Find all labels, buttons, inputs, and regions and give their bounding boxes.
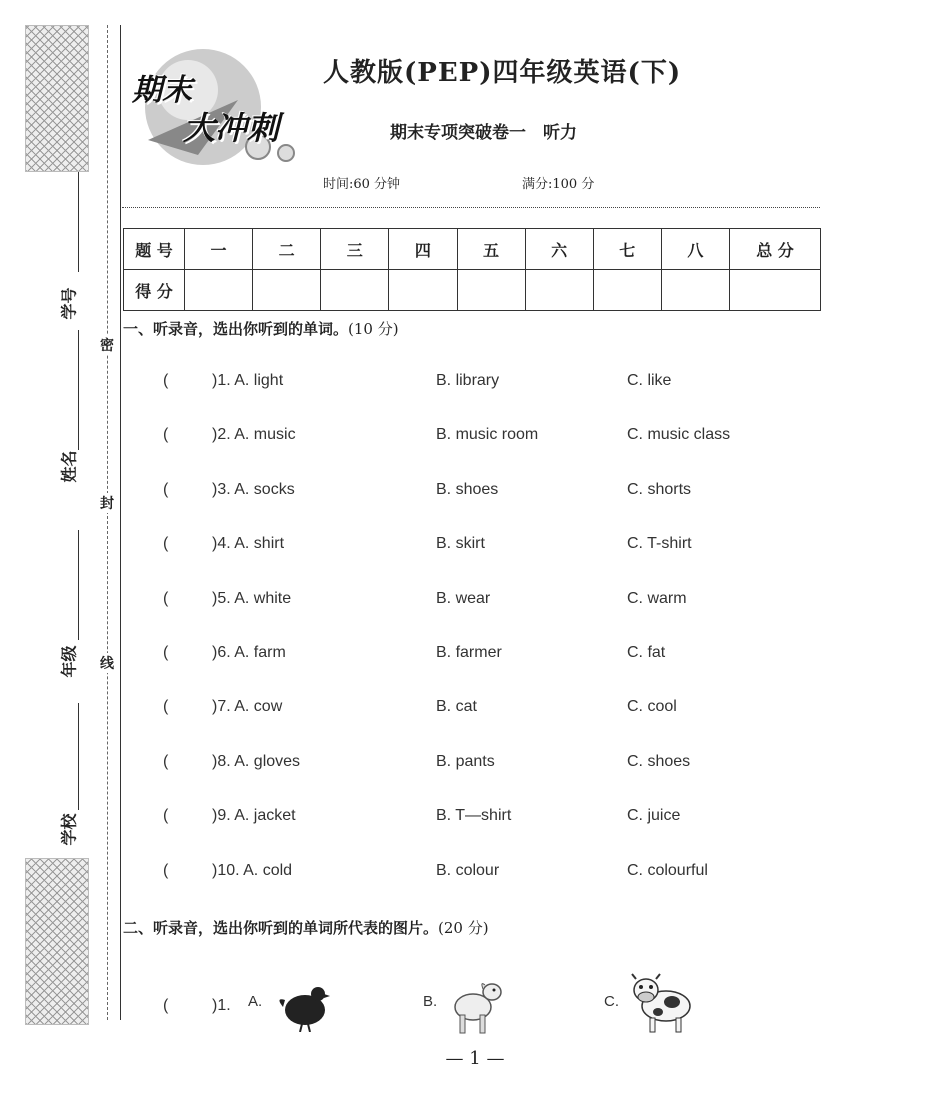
option-b: B. colour bbox=[436, 861, 500, 879]
student-id-label: 学号 bbox=[59, 287, 79, 320]
row-label-question: 题 号 bbox=[124, 229, 185, 270]
score-cell[interactable] bbox=[253, 270, 321, 311]
logo-text-line1: 期末 bbox=[132, 73, 192, 108]
option-c: C. juice bbox=[627, 807, 681, 825]
question-number-option-a: )8. A. gloves bbox=[212, 752, 301, 770]
score-cell[interactable] bbox=[593, 270, 661, 311]
score-table-score-row bbox=[124, 270, 821, 311]
option-c: C. like bbox=[627, 372, 672, 389]
question-number-option-a: )1. A. light bbox=[212, 372, 284, 389]
list-item bbox=[0, 644, 950, 666]
page-number: — 1 — bbox=[445, 1048, 505, 1069]
option-c: C. shoes bbox=[627, 752, 691, 770]
name-label: 姓名 bbox=[59, 450, 79, 483]
section1-points: (10 分) bbox=[348, 320, 399, 338]
answer-paren[interactable]: ( bbox=[163, 861, 169, 879]
answer-paren[interactable]: ( bbox=[163, 426, 169, 444]
score-cell[interactable] bbox=[457, 270, 525, 311]
hen-icon[interactable] bbox=[275, 982, 330, 1032]
option-b: B. library bbox=[436, 372, 500, 389]
section1-heading bbox=[123, 318, 399, 339]
col-5: 五 bbox=[457, 229, 525, 270]
page-subtitle: 期末专项突破卷一 听力 bbox=[390, 123, 577, 143]
cut-mark-feng: 封 bbox=[99, 493, 115, 513]
question-number-option-a: )3. A. socks bbox=[212, 480, 295, 498]
score-cell[interactable] bbox=[661, 270, 729, 311]
option-c: C. T-shirt bbox=[627, 535, 692, 553]
option-c: C. colourful bbox=[627, 861, 708, 879]
option-c: C. warm bbox=[627, 589, 687, 607]
list-item bbox=[0, 862, 950, 884]
score-cell[interactable] bbox=[185, 270, 253, 311]
option-b: B. farmer bbox=[436, 644, 502, 661]
answer-paren[interactable]: ( bbox=[163, 997, 169, 1014]
option-c: C. cool bbox=[627, 698, 677, 716]
answer-paren[interactable]: ( bbox=[163, 752, 169, 770]
col-8: 八 bbox=[661, 229, 729, 270]
col-7: 七 bbox=[593, 229, 661, 270]
option-b-label: B. bbox=[423, 993, 438, 1010]
answer-paren[interactable]: ( bbox=[163, 644, 169, 661]
answer-paren[interactable]: ( bbox=[163, 807, 169, 825]
section2-heading bbox=[123, 917, 489, 938]
lamb-icon[interactable] bbox=[448, 975, 506, 1035]
option-b: B. music room bbox=[436, 426, 539, 444]
option-b: B. cat bbox=[436, 698, 477, 716]
list-item bbox=[0, 372, 950, 394]
list-item bbox=[0, 807, 950, 829]
list-item bbox=[0, 535, 950, 557]
option-b: B. pants bbox=[436, 752, 495, 770]
grade-label: 年级 bbox=[59, 645, 79, 678]
list-item bbox=[0, 753, 950, 775]
col-1: 一 bbox=[185, 229, 253, 270]
answer-paren[interactable]: ( bbox=[163, 480, 169, 498]
col-6: 六 bbox=[525, 229, 593, 270]
option-b: B. T—shirt bbox=[436, 807, 512, 825]
cut-mark-mi: 密 bbox=[99, 335, 115, 355]
cow-icon[interactable] bbox=[628, 972, 696, 1034]
col-3: 三 bbox=[321, 229, 389, 270]
question-number-option-a: )6. A. farm bbox=[212, 644, 286, 661]
col-2: 二 bbox=[253, 229, 321, 270]
option-c: C. fat bbox=[627, 644, 666, 661]
question-number-option-a: )9. A. jacket bbox=[212, 807, 296, 825]
question-number-option-a: )10. A. cold bbox=[212, 861, 293, 879]
section2-title: 二、听录音，选出你听到的单词所代表的图片。 bbox=[123, 919, 439, 937]
row-label-score: 得 分 bbox=[124, 270, 185, 311]
school-label: 学校 bbox=[59, 813, 79, 846]
section1-title: 一、听录音，选出你听到的单词。 bbox=[123, 320, 349, 338]
logo-text-line2: 大冲刺 bbox=[183, 109, 280, 147]
col-total: 总 分 bbox=[730, 229, 821, 270]
list-item bbox=[0, 426, 950, 448]
score-table bbox=[123, 228, 821, 311]
col-4: 四 bbox=[389, 229, 457, 270]
time-label: 时间:60 分钟 bbox=[323, 177, 401, 192]
question-number-option-a: )7. A. cow bbox=[212, 698, 283, 716]
option-a-label: A. bbox=[248, 993, 263, 1010]
score-table-header-row bbox=[124, 229, 821, 270]
answer-paren[interactable]: ( bbox=[163, 589, 169, 607]
list-item bbox=[0, 698, 950, 720]
score-cell[interactable] bbox=[321, 270, 389, 311]
answer-paren[interactable]: ( bbox=[163, 372, 169, 389]
question-number-option-a: )4. A. shirt bbox=[212, 535, 285, 553]
list-item bbox=[0, 590, 950, 612]
option-c-label: C. bbox=[604, 993, 619, 1010]
score-cell[interactable] bbox=[525, 270, 593, 311]
page-title: 人教版(PEP)四年级英语(下) bbox=[323, 58, 682, 88]
header-divider bbox=[122, 207, 820, 208]
cut-mark-xian: 线 bbox=[99, 653, 115, 673]
question-number-option-a: )5. A. white bbox=[212, 589, 292, 607]
full-score-label: 满分:100 分 bbox=[522, 177, 595, 192]
question-number-option-a: )2. A. music bbox=[212, 426, 296, 444]
option-c: C. shorts bbox=[627, 480, 692, 498]
section2-points: (20 分) bbox=[438, 919, 489, 937]
question-number: )1. bbox=[212, 997, 231, 1014]
decorative-pattern-top bbox=[25, 25, 89, 172]
logo bbox=[128, 45, 303, 170]
answer-paren[interactable]: ( bbox=[163, 698, 169, 716]
student-id-blank bbox=[78, 172, 79, 272]
list-item bbox=[0, 481, 950, 503]
option-b: B. skirt bbox=[436, 535, 485, 553]
option-c: C. music class bbox=[627, 426, 731, 444]
score-cell[interactable] bbox=[389, 270, 457, 311]
option-b: B. shoes bbox=[436, 480, 499, 498]
option-b: B. wear bbox=[436, 589, 491, 607]
answer-paren[interactable]: ( bbox=[163, 535, 169, 553]
score-cell[interactable] bbox=[730, 270, 821, 311]
